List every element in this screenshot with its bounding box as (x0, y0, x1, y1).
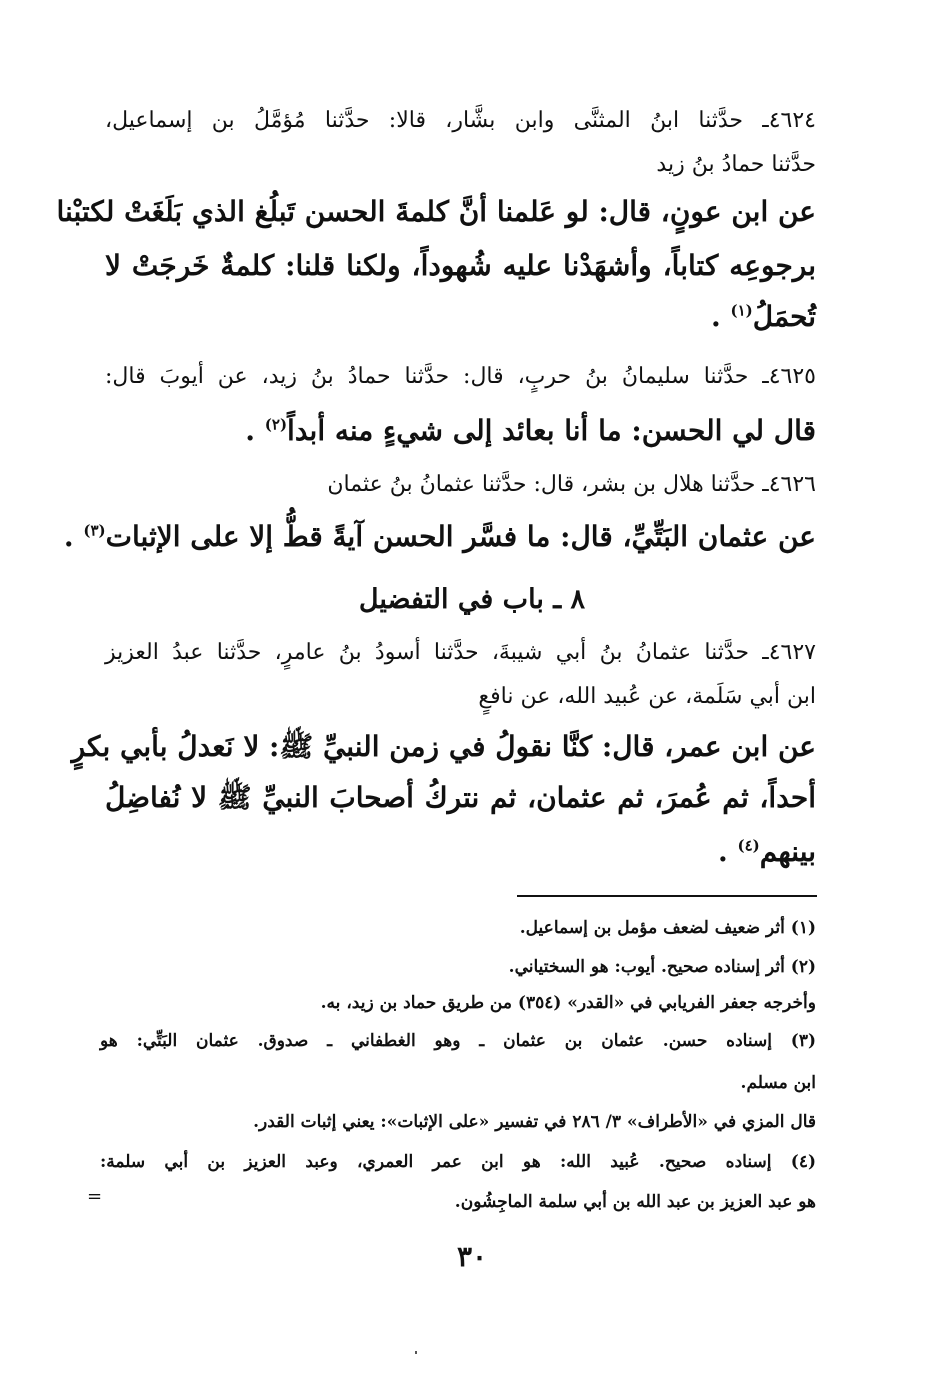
hadith-4627-text-end: بينهم (759, 835, 816, 868)
hadith-4626-text: عن عثمان البَتِّيِّ، قال: ما فسَّر الحسن آيةً قطُّ إلا على الإثبات (105, 520, 816, 553)
footnote-2-continued: وأخرجه جعفر الفريابي في «القدر» (٣٥٤) من طريق حماد بن زيد، به. (320, 993, 816, 1013)
hadith-4627-chain-line-1: ٤٦٢٧ـ حدَّثنا عثمانُ بنُ أبي شيبةَ، حدَّثنا أسودُ بنُ عامرٍ، حدَّثنا عبدُ العزيز (105, 640, 816, 665)
hadith-4627-text-line-2: أحداً، ثم عُمرَ، ثم عثمان، ثم نتركُ أصحابَ النبيِّ ﷺ لا نُفاضِلُ (105, 781, 816, 814)
hadith-4624-text-line-3 (105, 300, 816, 334)
hadith-4624-chain-line-2: حدَّثنا حمادُ بنُ زيد (656, 152, 816, 177)
footnote-ref-4: (٤) (737, 836, 760, 855)
hadith-4625-chain: ٤٦٢٥ـ حدَّثنا سليمانُ بنُ حربٍ، قال: حدَّثنا حمادُ بنُ زيد، عن أيوبَ قال: (105, 364, 816, 389)
full-stop: . (63, 520, 74, 553)
full-stop: . (710, 300, 721, 333)
hadith-4624-text-line-1: عن ابن عونٍ، قال: لو عَلمنا أنَّ كلمةَ الحسن تَبلُغ الذي بَلَغَتْ لكتبْنا (56, 195, 816, 228)
continuation-mark: = (87, 1186, 103, 1207)
footnote-3: (٣) إسناده حسن. عثمان بن عثمان ـ وهو الغطفاني ـ صدوق. عثمان البَتِّي: هو (100, 1031, 816, 1051)
scan-speck (415, 1351, 417, 1354)
full-stop: . (717, 835, 728, 868)
hadith-4627-text-line-1: عن ابن عمر، قال: كنَّا نقولُ في زمن النبيِّ ﷺ: لا نَعدلُ بأبي بكرٍ (71, 730, 816, 763)
footnote-3-continued: قال المزي في «الأطراف» ٣/ ٢٨٦ في تفسير «على الإثبات»: يعني إثبات القدر. (253, 1112, 816, 1132)
hadith-4626-chain: ٤٦٢٦ـ حدَّثنا هلال بن بشر، قال: حدَّثنا عثمانُ بنُ عثمان (327, 472, 816, 497)
footnote-4: (٤) إسناده صحيح. عُبيد الله: هو ابن عمر العمري، وعبد العزيز بن أبي سلمة: (100, 1152, 816, 1172)
footnote-ref-2: (٢) (264, 415, 288, 434)
chapter-heading: ٨ ـ باب في التفضيل (358, 584, 586, 615)
hadith-4625-text: قال لي الحسن: ما أنا بعائد إلى شيءٍ منه أبداً (287, 414, 816, 447)
hadith-4625-text-line (105, 414, 816, 448)
hadith-4626-text-line (63, 520, 816, 554)
hadith-4627-text-line-3 (105, 835, 816, 869)
footnote-3-line-2: ابن مسلم. (740, 1073, 816, 1093)
hadith-4624-text-line-2: برجوعِه كتاباً، وأشهَدْنا عليه شُهوداً، ولكنا قلنا: كلمةٌ خَرجَتْ لا (105, 249, 816, 282)
footnote-4-line-2: هو عبد العزيز بن عبد الله بن أبي سلمة الماجِشُون. (454, 1192, 816, 1212)
footnote-ref-3: (٣) (83, 521, 106, 540)
page-number: ٣٠ (456, 1240, 488, 1273)
footnote-1: (١) أثر ضعيف لضعف مؤمل بن إسماعيل. (519, 918, 816, 938)
hadith-4627-chain-line-2: ابن أبي سَلَمة، عن عُبيد الله، عن نافعٍ (478, 684, 816, 709)
footnote-2: (٢) أثر إسناده صحيح. أيوب: هو السختياني. (508, 957, 816, 977)
full-stop: . (245, 414, 256, 447)
footnote-separator (517, 895, 817, 897)
footnote-ref-1: (١) (730, 301, 753, 320)
hadith-4624-text-end: تُحمَلُ (752, 300, 816, 333)
hadith-4624-chain-line-1: ٤٦٢٤ـ حدَّثنا ابنُ المثنَّى وابن بشَّار، قالا: حدَّثنا مُؤمَّلُ بن إسماعيل، (105, 108, 816, 133)
